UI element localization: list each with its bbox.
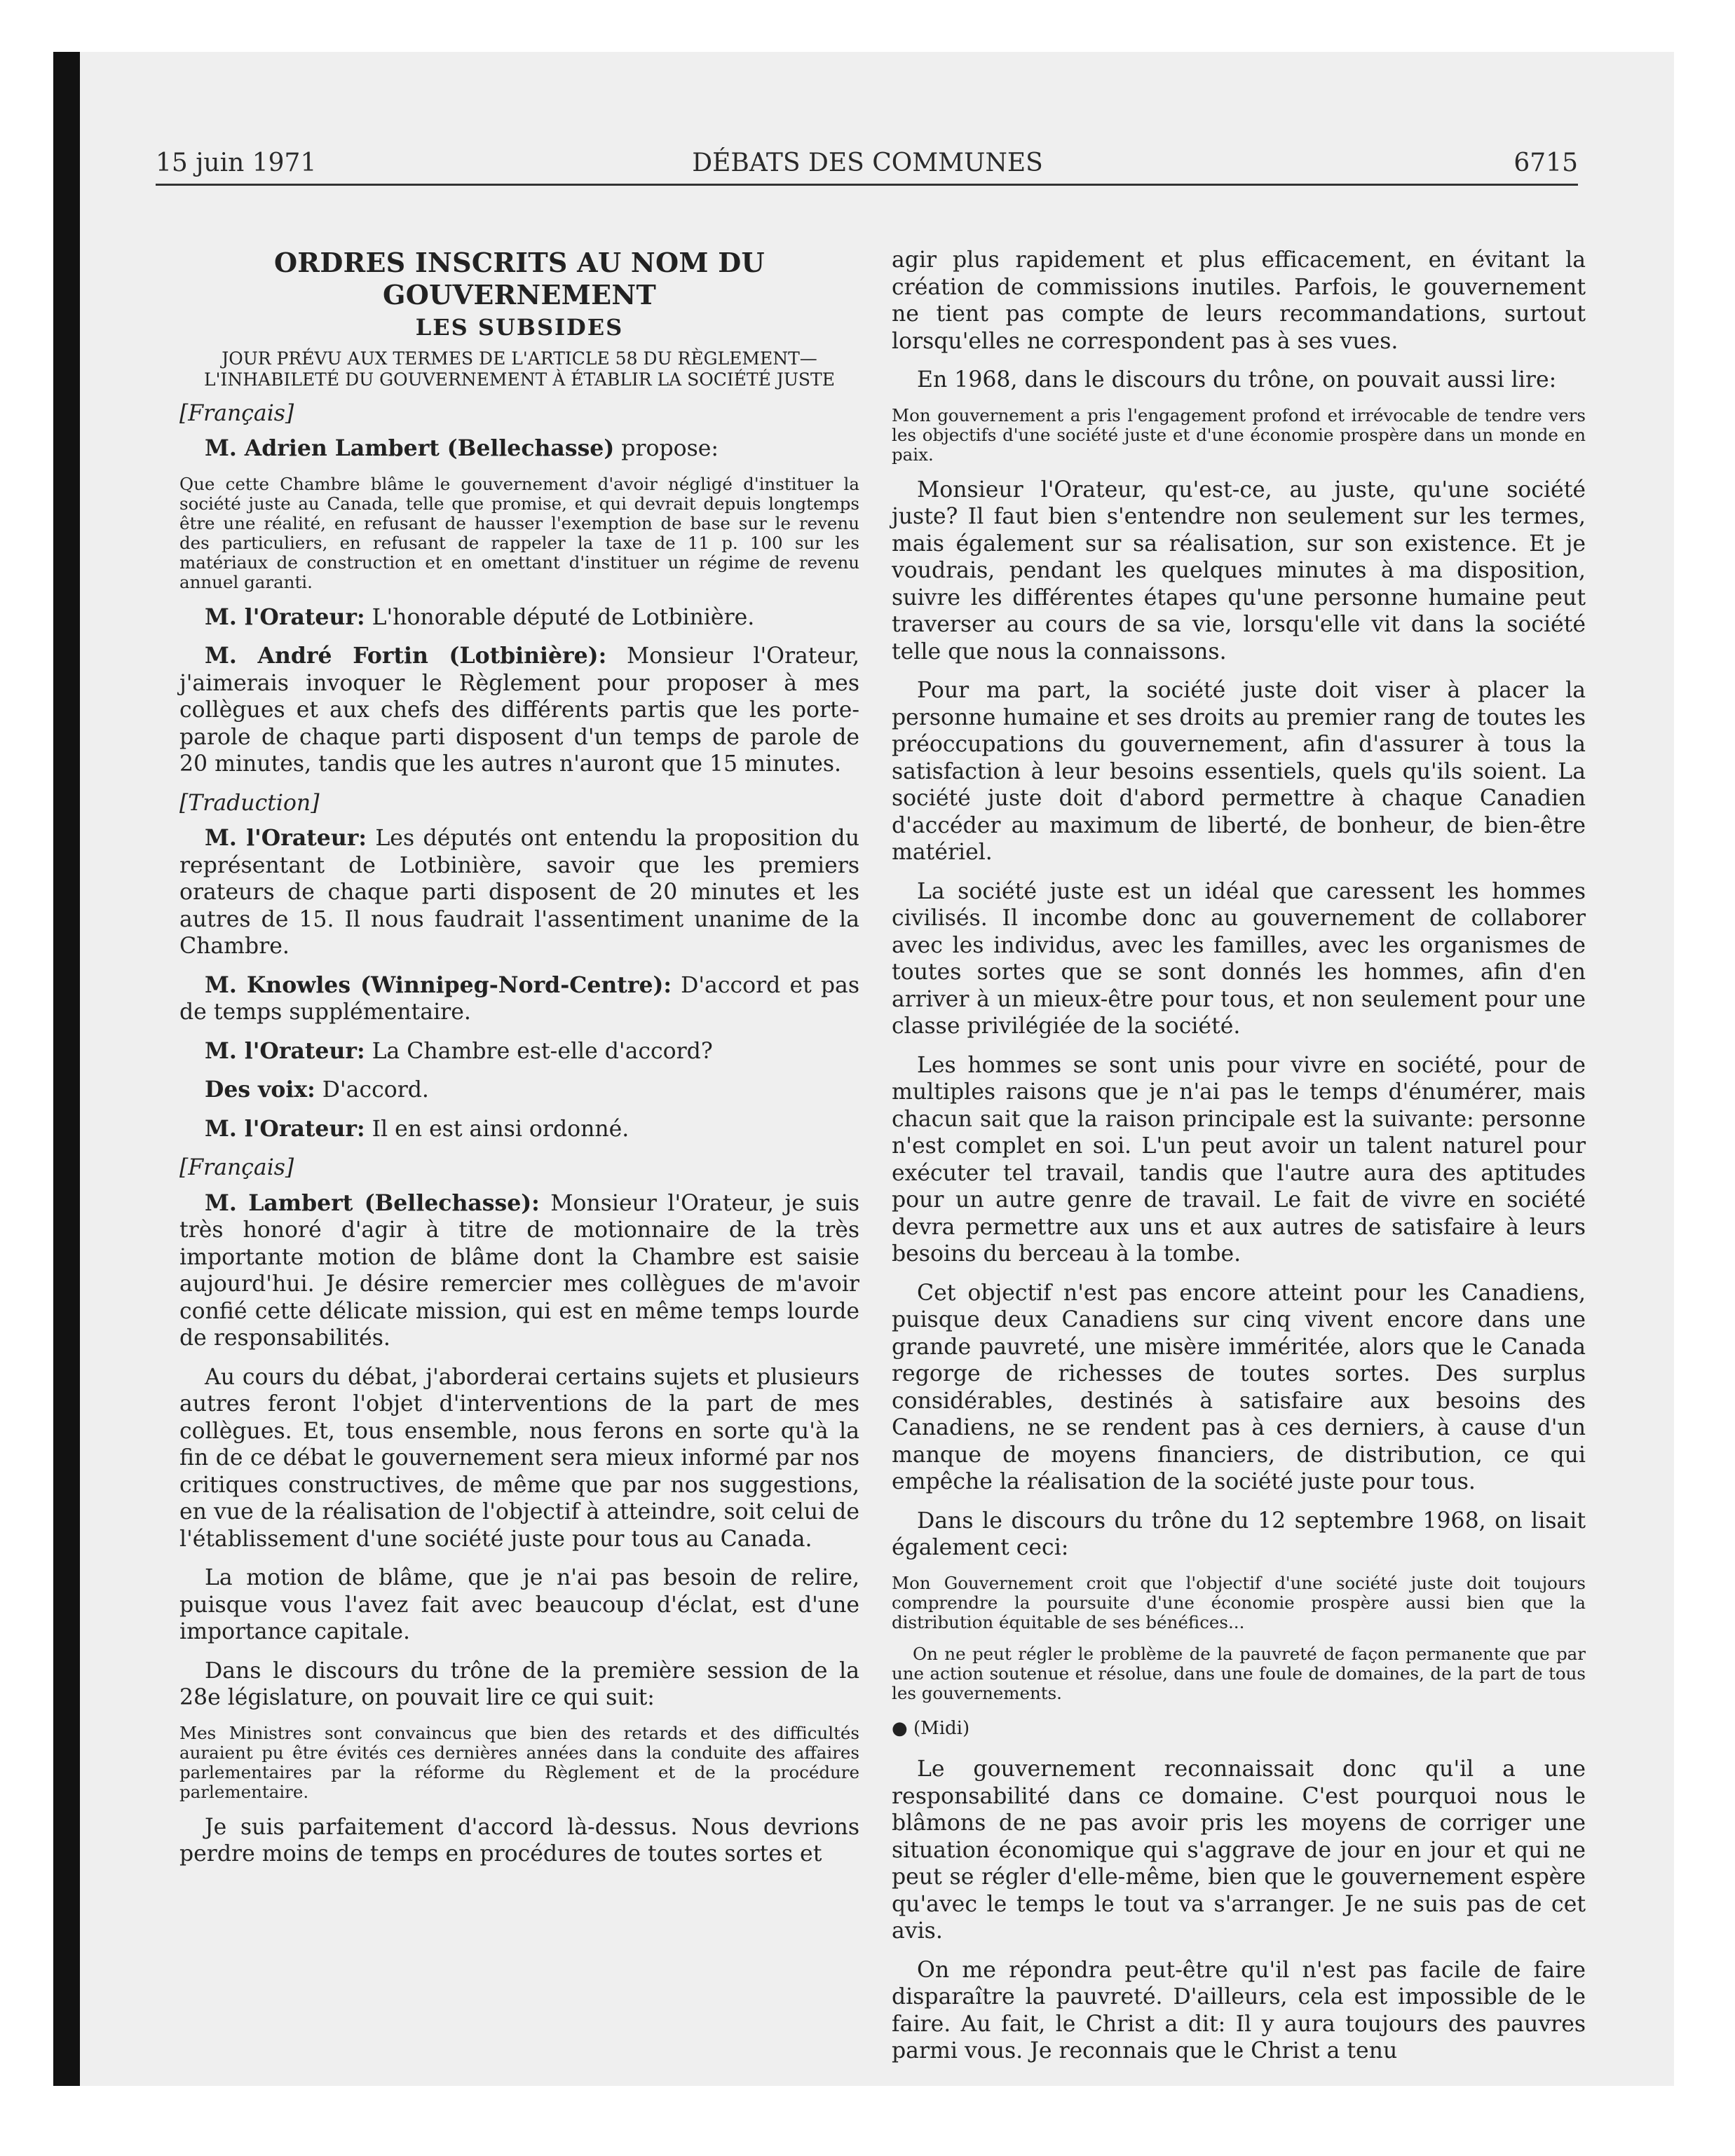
right-column — [892, 247, 1586, 2077]
paragraph: Les hommes se sont unis pour vivre en société, pour de multiples raisons que je n'ai pas le temps d'énumérer, mais chacun sait que la raison principale est la suivante: personne n'est complet en soi. L'un peut avoir un talent naturel pour exécuter tel travail, tandis que l'autre aura des aptitudes pour un autre genre de travail. Le fait de vivre en société devra permettre aux uns et aux autres de satisfaire à leurs besoins du berceau à la tombe. — [892, 1052, 1586, 1267]
page-binding-edge — [53, 52, 80, 2086]
paragraph: La société juste est un idéal que caressent les hommes civilisés. Il incombe donc au gouvernement de collaborer avec les individus, avec les familles, avec les organismes de toutes sortes que se sont donnés les hommes, afin d'en arriver à un mieux-être pour tous, et non seulement pour une classe privilégiée de la société. — [892, 878, 1586, 1039]
speaker: M. l'Orateur: — [205, 825, 367, 851]
paragraph-text: D'accord. — [315, 1077, 429, 1103]
quotation: Mon gouvernement a pris l'engagement profond et irrévocable de tendre vers les objectifs d'une société juste et d'une économie prospère dans un monde en paix. — [892, 404, 1586, 465]
speaker: M. Knowles (Winnipeg-Nord-Centre): — [205, 971, 672, 998]
paragraph — [179, 972, 859, 1026]
quotation: Mes Ministres sont convaincus que bien des retards et des difficultés auraient pu être évités ces dernières années dans la conduite des affaires parlementaires par la réforme du Règlement et de la procédure parlementaire. — [179, 1722, 859, 1802]
paragraph: Monsieur l'Orateur, qu'est-ce, au juste, qu'une société juste? Il faut bien s'entendre non seulement sur les termes, mais également sur sa réalisation, sur son existence. Et je voudrais, pendant les quelques minutes à ma disposition, suivre les différentes étapes qu'une personne humaine peut traverser au cours de sa vie, lorsqu'elle vit dans la société telle que nous la connaissons. — [892, 477, 1586, 664]
language-note: [Français] — [179, 400, 294, 426]
header-title: DÉBATS DES COMMUNES — [692, 149, 1043, 177]
paragraph — [179, 825, 859, 960]
paragraph-text: Monsieur l'Orateur, j'aimerais invoquer le Règlement pour proposer à mes collègues et aux chefs des différents partis que les porte-parole de chaque parti disposent d'un temps de parole de 20 minutes, tandis que les autres n'auront que 15 minutes. — [179, 643, 859, 777]
language-note: [Traduction] — [179, 790, 320, 816]
paragraph — [179, 604, 859, 632]
paragraph: En 1968, dans le discours du trône, on pouvait aussi lire: — [917, 367, 1557, 393]
header-page-number: 6715 — [1513, 149, 1578, 177]
section-subheading: LES SUBSIDES — [415, 314, 624, 341]
paragraph: agir plus rapidement et plus efficacement, en évitant la création de commissions inutiles. Parfois, le gouvernement ne tient pas compte de leurs recommandations, surtout lorsqu'elles ne correspondent pas à ses vues. — [892, 247, 1586, 354]
quotation: On ne peut régler le problème de la pauvreté de façon permanente que par une action soutenue et résolue, dans une foule de domaines, de la part de tous les gouvernements. — [892, 1643, 1586, 1703]
paragraph-text: L'honorable député de Lotbinière. — [365, 604, 755, 630]
header-rule — [156, 184, 1578, 186]
order-of-day-title: JOUR PRÉVU AUX TERMES DE L'ARTICLE 58 DU RÈGLEMENT—L'INHABILETÉ DU GOUVERNEMENT À ÉTABLIR LA SOCIÉTÉ JUSTE — [204, 348, 835, 390]
speaker: M. André Fortin (Lotbinière): — [205, 643, 607, 669]
motion-text: Que cette Chambre blâme le gouvernement d'avoir négligé d'instituer la société juste au Canada, telle que promise, et qui devrait depuis longtemps être une réalité, en refusant de hausser l'exemption de base sur le revenu des particuliers, en refusant de rappeler la taxe de 11 p. 100 sur les matériaux de construction et en omettant d'instituer un régime de revenu annuel garanti. — [179, 473, 859, 592]
paragraph: Au cours du débat, j'aborderai certains sujets et plusieurs autres feront l'objet d'interventions de la part de mes collègues. Et, tous ensemble, nous ferons en sorte qu'à la fin de ce débat le gouvernement sera mieux informé par nos critiques constructives, de même que par nos suggestions, en vue de la réalisation de l'objectif à atteindre, soit celui de l'établissement d'une société juste pour tous au Canada. — [179, 1364, 859, 1552]
header-date: 15 juin 1971 — [156, 149, 317, 177]
speaker: M. l'Orateur: — [205, 1115, 365, 1142]
paragraph-text: D'accord et pas de temps supplémentaire. — [179, 972, 859, 1025]
section-heading: ORDRES INSCRITS AU NOM DU GOUVERNEMENT — [274, 247, 765, 311]
paragraph — [179, 435, 859, 463]
paragraph: On me répondra peut-être qu'il n'est pas facile de faire disparaître la pauvreté. D'ailleurs, cela est impossible de le faire. Au fait, le Christ a dit: Il y aura toujours des pauvres parmi vous. Je reconnais que le Christ a tenu — [892, 1957, 1586, 2063]
quotation: Mon Gouvernement croit que l'objectif d'une société juste doit toujours comprendre la poursuite d'une économie prospère aussi bien que la distribution équitable de ses bénéfices... — [892, 1572, 1586, 1632]
paragraph-text: Monsieur l'Orateur, je suis très honoré d'agir à titre de motionnaire de la très importante motion de blâme dont la Chambre est saisie aujourd'hui. Je désire remercier mes collègues de m'avoir confié cette délicate mission, qui est en même temps lourde de responsabilités. — [179, 1190, 859, 1351]
paragraph — [179, 1190, 859, 1352]
paragraph — [179, 1116, 859, 1143]
time-marker: ● (Midi) — [892, 1717, 970, 1739]
paragraph: Pour ma part, la société juste doit viser à placer la personne humaine et ses droits au premier rang de toutes les préoccupations du gouvernement, afin d'assurer à tous la satisfaction à leur besoins essentiels, quels qu'ils soient. La société juste doit d'abord permettre à chaque Canadien d'accéder au maximum de liberté, de bonheur, de bien-être matériel. — [892, 678, 1586, 865]
left-column — [179, 247, 859, 1880]
paragraph-text: La Chambre est-elle d'accord? — [365, 1038, 713, 1064]
paragraph: Le gouvernement reconnaissait donc qu'il a une responsabilité dans ce domaine. C'est pourquoi nous le blâmons de ne pas avoir pris les moyens de corriger une situation économique qui s'aggrave de jour en jour et qui ne peut se régler d'elle-même, bien que le gouvernement espère qu'avec le temps le tout va s'arranger. Je ne suis pas de cet avis. — [892, 1756, 1586, 1944]
paragraph — [179, 1077, 859, 1104]
paragraph: Dans le discours du trône du 12 septembre 1968, on lisait également ceci: — [892, 1508, 1586, 1560]
paragraph: Dans le discours du trône de la première session de la 28e législature, on pouvait lire ce qui suit: — [179, 1658, 859, 1710]
speaker: Des voix: — [205, 1077, 315, 1103]
paragraph — [179, 1038, 859, 1065]
paragraph-text: Il en est ainsi ordonné. — [365, 1116, 630, 1142]
paragraph: Je suis parfaitement d'accord là-dessus. Nous devrions perdre moins de temps en procédures de toutes sortes et — [179, 1814, 859, 1867]
language-note: [Français] — [179, 1155, 294, 1180]
paragraph — [179, 643, 859, 778]
paragraph: La motion de blâme, que je n'ai pas besoin de relire, puisque vous l'avez fait avec beaucoup d'éclat, est d'une importance capitale. — [179, 1565, 859, 1644]
speaker: M. Adrien Lambert (Bellechasse) — [205, 435, 615, 461]
speaker: M. l'Orateur: — [205, 603, 365, 630]
speaker: M. Lambert (Bellechasse): — [205, 1189, 540, 1216]
speaker: M. l'Orateur: — [205, 1037, 365, 1064]
paragraph: Cet objectif n'est pas encore atteint pour les Canadiens, puisque deux Canadiens sur cinq vivent encore dans une grande pauvreté, une misère imméritée, alors que le Canada regorge de richesses de toutes sortes. Des surplus considérables, destinés à satisfaire aux besoins des Canadiens, ne se rendent pas à ces derniers, à cause d'un manque de moyens financiers, de distribution, ce qui empêche la réalisation de la société juste pour tous. — [892, 1280, 1586, 1494]
paragraph-text: Les députés ont entendu la proposition du représentant de Lotbinière, savoir que les premiers orateurs de chaque parti disposent de 20 minutes et les autres de 15. Il nous faudrait l'assentiment unanime de la Chambre. — [179, 826, 860, 959]
paragraph-text: propose: — [614, 436, 719, 461]
